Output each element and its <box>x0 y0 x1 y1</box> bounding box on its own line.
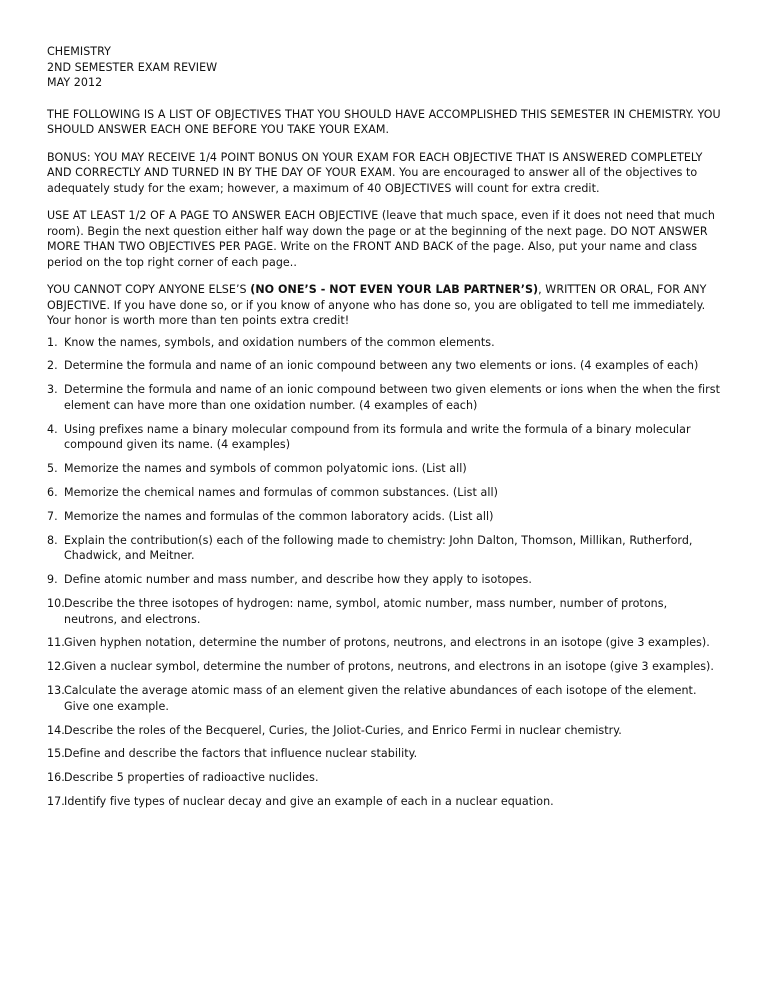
objective-item <box>47 723 722 739</box>
objective-number: 17. <box>47 795 65 809</box>
objective-text: Determine the formula and name of an ionic compound between any two elements or ions. (4 examples of each) <box>64 359 699 373</box>
honor-emphasis: (NO ONE’S - NOT EVEN YOUR LAB PARTNER’S) <box>250 283 539 296</box>
instructions-paragraph: USE AT LEAST 1/2 OF A PAGE TO ANSWER EACH OBJECTIVE (leave that much space, even if it does not need that much room). Begin the next question either half way down the page or at the beginning of the next page. DO NOT ANSWER MORE THAN TWO OBJECTIVES PER PAGE. Write on the FRONT AND BACK of the page. Also, put your name and class period on the top right corner of each page.. <box>47 209 716 269</box>
objectives-list <box>47 335 722 810</box>
objective-text: Describe the three isotopes of hydrogen: name, symbol, atomic number, mass number, number of protons, neutrons, and electrons. <box>64 597 668 626</box>
objective-number: 8. <box>47 533 58 547</box>
intro-paragraph: THE FOLLOWING IS A LIST OF OBJECTIVES THAT YOU SHOULD HAVE ACCOMPLISHED THIS SEMESTER IN CHEMISTRY. YOU SHOULD ANSWER EACH ONE BEFORE YOU TAKE YOUR EXAM. <box>47 107 721 136</box>
objective-item <box>47 358 722 374</box>
honor-text-start: YOU CANNOT COPY ANYONE ELSE’S <box>47 283 251 296</box>
objective-item <box>47 596 722 627</box>
header-title: 2ND SEMESTER EXAM REVIEW <box>47 60 218 74</box>
objective-number: 1. <box>47 335 58 349</box>
objective-number: 10. <box>47 597 65 611</box>
objective-item <box>47 533 722 564</box>
objective-item <box>47 335 722 351</box>
objective-number: 14. <box>47 723 65 737</box>
objective-text: Using prefixes name a binary molecular compound from its formula and write the formula of a binary molecular compound given its name. (4 examples) <box>64 422 691 452</box>
honor-text-end: , WRITTEN OR ORAL, FOR ANY OBJECTIVE. If you have done so, or if you know of anyone who has done so, you are obligated to tell me immediately. Your honor is worth more than ten points extra credit! <box>47 283 707 327</box>
objective-text: Describe the roles of the Becquerel, Curies, the Joliot-Curies, and Enrico Fermi in nuclear chemistry. <box>64 723 622 737</box>
objective-text: Given hyphen notation, determine the number of protons, neutrons, and electrons in an isotope (give 3 examples). <box>64 636 710 650</box>
objective-item <box>47 461 722 477</box>
objective-number: 15. <box>47 747 65 761</box>
objective-number: 6. <box>47 485 58 499</box>
objective-number: 12. <box>47 660 65 674</box>
objective-number: 11. <box>47 636 65 650</box>
objective-item <box>47 635 722 651</box>
objective-item <box>47 485 722 501</box>
objective-text: Explain the contribution(s) each of the following made to chemistry: John Dalton, Thomson, Millikan, Rutherford, Chadwick, and Meitner. <box>64 533 693 563</box>
header-course: CHEMISTRY <box>47 45 111 58</box>
objective-text: Memorize the names and symbols of common polyatomic ions. (List all) <box>64 462 467 476</box>
objective-text: Define atomic number and mass number, and describe how they apply to isotopes. <box>64 573 532 587</box>
document-header <box>47 44 722 91</box>
honor-paragraph <box>47 282 722 329</box>
objective-item <box>47 746 722 762</box>
objective-text: Describe 5 properties of radioactive nuclides. <box>64 771 319 785</box>
objective-item <box>47 509 722 525</box>
objective-number: 16. <box>47 771 65 785</box>
objective-text: Memorize the names and formulas of the common laboratory acids. (List all) <box>64 509 494 523</box>
objective-item <box>47 794 722 810</box>
objective-text: Define and describe the factors that influence nuclear stability. <box>64 747 418 761</box>
objective-number: 4. <box>47 422 58 436</box>
objective-number: 9. <box>47 573 58 587</box>
objective-item <box>47 422 722 453</box>
objective-number: 7. <box>47 509 58 523</box>
objective-number: 5. <box>47 462 58 476</box>
objective-item <box>47 683 722 714</box>
objective-text: Memorize the chemical names and formulas of common substances. (List all) <box>64 485 498 499</box>
objective-text: Identify five types of nuclear decay and give an example of each in a nuclear equation. <box>64 795 554 809</box>
objective-number: 13. <box>47 684 65 698</box>
objective-item <box>47 659 722 675</box>
objective-item <box>47 382 722 413</box>
objective-number: 2. <box>47 359 58 373</box>
objective-text: Calculate the average atomic mass of an element given the relative abundances of each isotope of the element. Give one example. <box>64 684 697 713</box>
objective-item <box>47 572 722 588</box>
objective-text: Given a nuclear symbol, determine the number of protons, neutrons, and electrons in an isotope (give 3 examples). <box>64 660 715 674</box>
objective-number: 3. <box>47 383 58 397</box>
objective-text: Determine the formula and name of an ionic compound between two given elements or ions when the when the first element can have more than one oxidation number. (4 examples of each) <box>64 383 720 412</box>
objective-text: Know the names, symbols, and oxidation numbers of the common elements. <box>64 335 495 349</box>
bonus-paragraph: BONUS: YOU MAY RECEIVE 1/4 POINT BONUS ON YOUR EXAM FOR EACH OBJECTIVE THAT IS ANSWERED COMPLETELY AND CORRECTLY AND TURNED IN BY THE DAY OF YOUR EXAM. You are encouraged to answer all of the objectives to adequately study for the exam; however, a maximum of 40 OBJECTIVES will count for extra credit. <box>47 150 703 195</box>
objective-item <box>47 770 722 786</box>
header-date: MAY 2012 <box>47 76 103 89</box>
